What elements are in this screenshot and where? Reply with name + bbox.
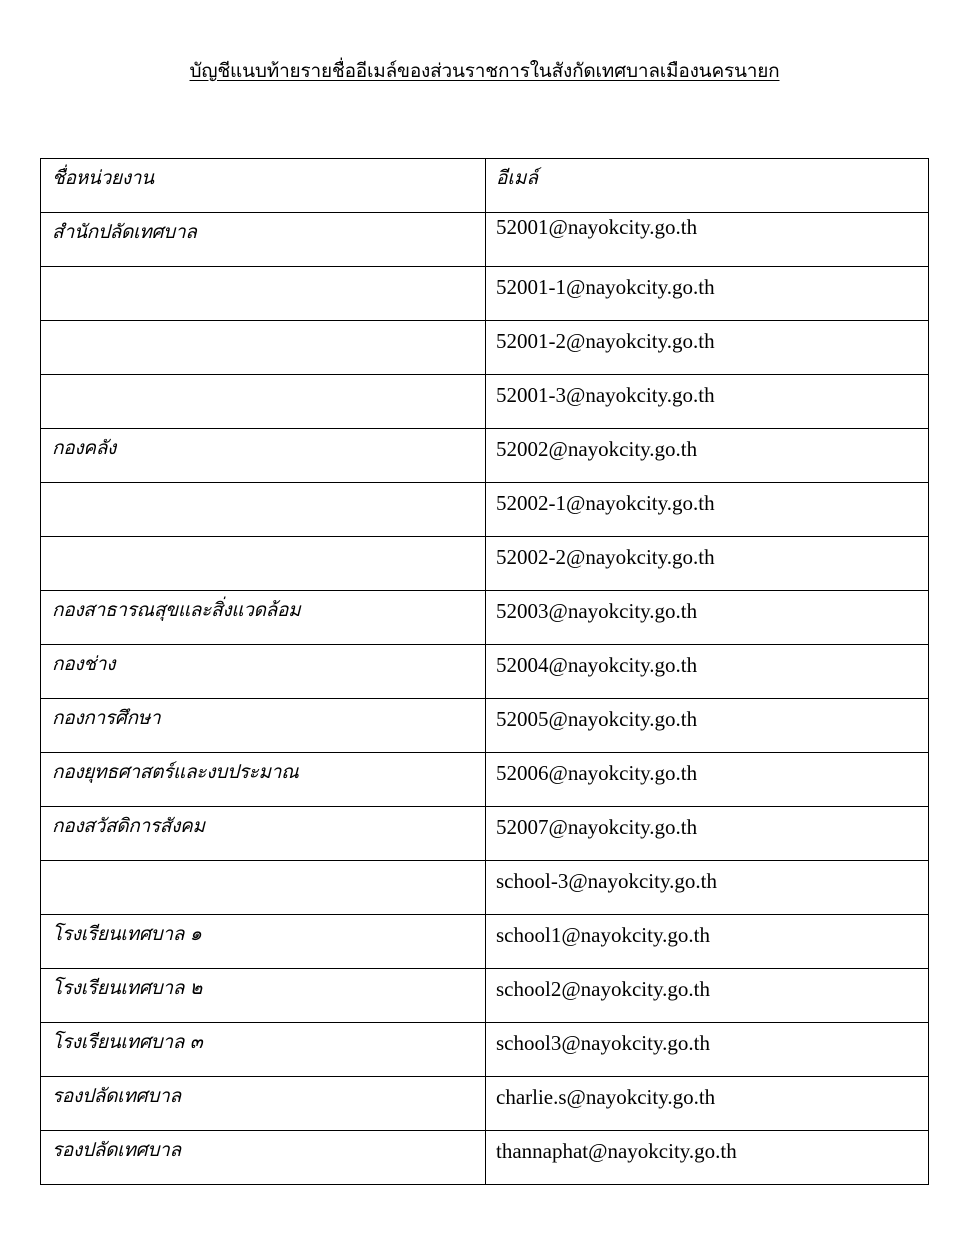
unit-cell [41, 591, 486, 645]
unit-cell [41, 969, 486, 1023]
email-cell [486, 915, 929, 969]
email-address[interactable]: 52001@nayokcity.go.th [496, 215, 698, 239]
unit-cell [41, 267, 486, 321]
unit-cell [41, 321, 486, 375]
email-cell [486, 591, 929, 645]
table-row [41, 483, 929, 537]
email-address[interactable]: 52002-2@nayokcity.go.th [496, 545, 715, 569]
unit-cell [41, 537, 486, 591]
email-address[interactable]: 52007@nayokcity.go.th [496, 815, 698, 839]
table-row [41, 267, 929, 321]
table-row [41, 375, 929, 429]
email-cell [486, 429, 929, 483]
unit-name: โรงเรียนเทศบาล ๒ [52, 977, 203, 999]
email-cell [486, 267, 929, 321]
email-cell [486, 645, 929, 699]
table-row [41, 1023, 929, 1077]
header-email-label: อีเมล์ [496, 167, 539, 189]
email-cell [486, 699, 929, 753]
email-cell [486, 483, 929, 537]
table-header-row [41, 159, 929, 213]
table-row [41, 807, 929, 861]
email-cell [486, 861, 929, 915]
table-row [41, 321, 929, 375]
unit-name: โรงเรียนเทศบาล ๓ [52, 1031, 203, 1053]
email-address[interactable]: school3@nayokcity.go.th [496, 1031, 710, 1055]
unit-cell [41, 807, 486, 861]
email-directory-table [40, 158, 929, 1185]
table-row [41, 537, 929, 591]
email-address[interactable]: 52006@nayokcity.go.th [496, 761, 698, 785]
unit-name: กองยุทธศาสตร์และงบประมาณ [52, 761, 299, 783]
unit-cell [41, 429, 486, 483]
email-address[interactable]: school-3@nayokcity.go.th [496, 869, 717, 893]
unit-cell [41, 375, 486, 429]
email-cell [486, 753, 929, 807]
table-row [41, 969, 929, 1023]
email-cell [486, 537, 929, 591]
unit-name: กองการศึกษา [52, 707, 161, 729]
unit-name: สำนักปลัดเทศบาล [52, 221, 197, 243]
header-cell-email [486, 159, 929, 213]
email-cell [486, 1077, 929, 1131]
email-address[interactable]: 52002@nayokcity.go.th [496, 437, 698, 461]
email-address[interactable]: school2@nayokcity.go.th [496, 977, 710, 1001]
header-cell-unit [41, 159, 486, 213]
unit-cell [41, 1077, 486, 1131]
table-row [41, 429, 929, 483]
unit-name [41, 483, 485, 487]
unit-cell [41, 915, 486, 969]
email-cell [486, 807, 929, 861]
unit-name [41, 861, 485, 865]
unit-name [41, 321, 485, 325]
email-cell [486, 375, 929, 429]
email-address[interactable]: charlie.s@nayokcity.go.th [496, 1085, 716, 1109]
email-address[interactable]: 52005@nayokcity.go.th [496, 707, 698, 731]
table-row [41, 1131, 929, 1185]
table-row [41, 1077, 929, 1131]
unit-name: โรงเรียนเทศบาล ๑ [52, 923, 202, 945]
email-address[interactable]: 52002-1@nayokcity.go.th [496, 491, 715, 515]
unit-cell [41, 483, 486, 537]
unit-name: รองปลัดเทศบาล [52, 1139, 181, 1161]
unit-cell [41, 699, 486, 753]
unit-name [41, 537, 485, 541]
header-unit-label: ชื่อหน่วยงาน [52, 167, 154, 189]
unit-cell [41, 1023, 486, 1077]
unit-cell [41, 861, 486, 915]
email-cell [486, 321, 929, 375]
email-address[interactable]: 52004@nayokcity.go.th [496, 653, 698, 677]
table-row [41, 645, 929, 699]
unit-name: รองปลัดเทศบาล [52, 1085, 181, 1107]
email-cell [486, 1131, 929, 1185]
unit-cell [41, 753, 486, 807]
table-row [41, 213, 929, 267]
email-address[interactable]: thannaphat@nayokcity.go.th [496, 1139, 737, 1163]
email-address[interactable]: 52001-3@nayokcity.go.th [496, 383, 715, 407]
email-cell [486, 969, 929, 1023]
unit-name [41, 375, 485, 379]
unit-name [41, 267, 485, 271]
table-row [41, 915, 929, 969]
document-title: บัญชีแนบท้ายรายชื่ออีเมล์ของส่วนราชการในสังกัดเทศบาลเมืองนครนายก [189, 60, 780, 82]
email-address[interactable]: 52001-2@nayokcity.go.th [496, 329, 715, 353]
table-row [41, 861, 929, 915]
unit-cell [41, 1131, 486, 1185]
email-address[interactable]: school1@nayokcity.go.th [496, 923, 710, 947]
table-row [41, 753, 929, 807]
unit-name: กองสาธารณสุขและสิ่งแวดล้อม [52, 599, 301, 621]
unit-name: กองคลัง [52, 437, 117, 459]
email-address[interactable]: 52001-1@nayokcity.go.th [496, 275, 715, 299]
email-cell [486, 1023, 929, 1077]
unit-cell [41, 213, 486, 267]
email-address[interactable]: 52003@nayokcity.go.th [496, 599, 698, 623]
table-row [41, 699, 929, 753]
email-cell [486, 213, 929, 267]
unit-cell [41, 645, 486, 699]
unit-name: กองช่าง [52, 653, 116, 675]
table-row [41, 591, 929, 645]
unit-name: กองสวัสดิการสังคม [52, 815, 205, 837]
